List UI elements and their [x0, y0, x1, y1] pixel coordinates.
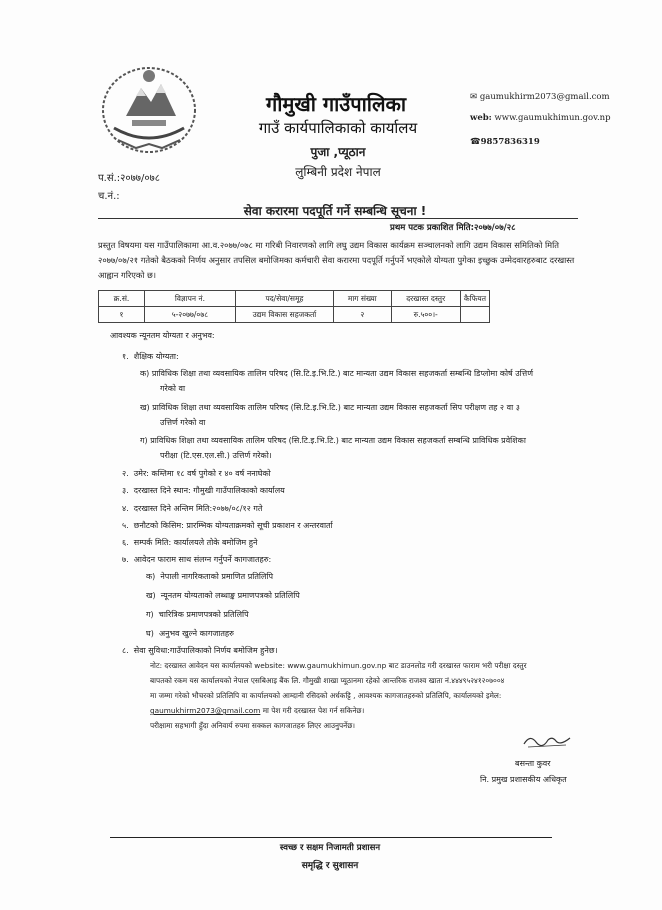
list-item: १. शैक्षिक योग्यता:: [122, 352, 179, 361]
signature-icon: [522, 732, 572, 750]
municipality-name: गौमुखी गाउँपालिका: [265, 92, 407, 116]
contact-phone: ☎9857836319: [470, 137, 540, 147]
list-item: ख) प्राविधिक शिक्षा तथा व्यवसायिक तालिम परिषद (सि.टि.इ.भि.टि.) बाट मान्यता उद्यम विकास सहजकर्ता सिप परीक्षण तह २ वा ३ उत्तिर्ण गरेको वा: [140, 403, 520, 427]
list-item: ग) प्राविधिक शिक्षा तथा व्यवसायिक तालिम परिषद (सि.टि.इ.भि.टि.) बाट मान्यता उद्यम विकास सहजकर्ता सम्बन्धि प्राविधिक प्रवेशिका परीक्षा (टि.एस.एल.सी.) उत्तिर्ण गरेको।: [140, 436, 526, 460]
table-header: माग संख्या: [334, 291, 391, 307]
list-item: ७. आवेदन फाराम साथ संलग्न गर्नुपर्ने कागजातहरु:: [122, 555, 272, 564]
signatory-name: बसन्ता कुवर: [515, 759, 551, 768]
table-cell: [460, 307, 489, 323]
requirements-heading: आवश्यक न्यूनतम योग्यता र अनुभव:: [110, 331, 215, 340]
office-address: पुजा ,प्यूठान: [310, 145, 366, 159]
divider: [98, 218, 578, 219]
table-cell: उद्यम विकास सहजकर्ता: [235, 307, 333, 323]
vacancy-table: [98, 290, 490, 323]
table-header: क्र.सं.: [99, 291, 145, 307]
phone-icon: ☎: [470, 137, 481, 147]
table-cell: रु.५००।-: [391, 307, 460, 323]
mail-icon: ✉: [470, 92, 480, 102]
footer-slogan-1: स्वच्छ र सक्षम निजामती प्रशासन: [279, 843, 381, 853]
dispatch-number: च.नं.:: [98, 191, 120, 202]
intro-paragraph: प्रस्तुत विषयमा यस गाउँपालिकामा आ.व.२०७७/०७८ मा गरिबी निवारणको लागि लघु उद्यम विकास कार्यक्रम सञ्चालनको लागि उद्यम विकास समितिको मिति २०७७/०७/२१ गतेको बैठकको निर्णय अनुसार तपसिल बमोजिमका कर्मचारी सेवा करारमा पदपूर्ति गर्नुपर्ने भएकोले योग्यता पुगेका इच्छुक उम्मेदवारहरुबाट दरखास्त आह्वान गरिएको छ।: [98, 240, 575, 280]
table-header: पद/सेवा/समूह: [235, 291, 333, 307]
note-paragraph: नोट: दरखास्त आवेदन यस कार्यालयको website: www.gaumukhimun.gov.np बाट डाउनलोड गरी दरखास्त फाराम भरी परीक्षा दस्तुर बापतको रकम यस कार्यालयको नेपाल एसबिआइ बैंक लि. गौमुखी शाखा प्यूठानमा रहेको आन्तरिक राजश्व खाता नं.४४४९५२४१२०७००४ मा जम्मा गरेको भौचरको प्रतिलिपि वा कार्यालयको आम्दानी रसिदको अर्धकट्टि , आवश्यक कागजातहरुको प्रतिलिपि, कार्यालयको इमेल: gaumukhirm2073@gmail.com मा पेश गरी दरखास्त पेश गर्न सकिनेछ। परीक्षामा सहभागी हुँदा अनिवार्य रुपमा सक्कल कागजातहरु लिएर आउनुपर्नेछ।: [150, 661, 527, 730]
table-header-row: [99, 291, 490, 307]
footer-slogan-2: समृद्धि र सुशासन: [301, 861, 359, 871]
list-item: ख) न्यूनतम योग्यताको लब्धाङ्क प्रमाणपत्रको प्रतिलिपि: [146, 591, 300, 600]
reference-number: प.सं.:२०७७/०७८: [98, 173, 160, 184]
table-header: कैफियत: [460, 291, 489, 307]
nepal-emblem-icon: [96, 58, 202, 158]
signatory-title: नि. प्रमुख प्रशासकीय अधिकृत: [480, 775, 567, 784]
list-item: ग) चारित्रिक प्रमाणपत्रको प्रतिलिपि: [146, 610, 249, 619]
province-name: लुम्बिनी प्रदेश नेपाल: [295, 165, 381, 179]
table-cell: ५-२०७७/०७८: [144, 307, 235, 323]
list-item: ५. छनौटको किसिम: प्रारम्भिक योग्यताक्रमको सूची प्रकाशन र अन्तरवार्ता: [122, 521, 333, 530]
published-date: प्रथम पटक प्रकाशित मिति:२०७७/०७/२८: [390, 223, 516, 233]
list-item: ८. सेवा सुविधा:गाउँपालिकाको निर्णय बमोजिम हुनेछ।: [122, 646, 278, 655]
contact-web[interactable]: web: www.gaumukhimun.gov.np: [470, 113, 611, 123]
contact-email[interactable]: ✉ gaumukhirm2073@gmail.com: [470, 92, 610, 102]
list-item: ४. दरखास्त दिने अन्तिम मिति:२०७७/०८/१२ गते: [122, 504, 263, 513]
table-header: विज्ञापन नं.: [144, 291, 235, 307]
list-item: ३. दरखास्त दिने स्थान: गौमुखी गाउँपालिकाको कार्यालय: [122, 486, 285, 495]
list-item: क) नेपाली नागरिकताको प्रमाणित प्रतिलिपि: [146, 572, 274, 581]
table-cell: १: [99, 307, 145, 323]
office-name: गाउँ कार्यपालिकाको कार्यालय: [258, 119, 418, 137]
note-email-link[interactable]: gaumukhirm2073@gmail.com: [150, 706, 261, 715]
table-cell: २: [334, 307, 391, 323]
list-item: २. उमेर: कम्तिमा १८ वर्ष पुगेको र ४० वर्ष ननाघेको: [122, 469, 271, 478]
notice-title: सेवा करारमा पदपूर्ति गर्ने सम्बन्धि सूचना !: [243, 204, 427, 218]
list-item: घ) अनुभव खुल्ने कागजातहरु: [146, 629, 234, 638]
list-item: क) प्राविधिक शिक्षा तथा व्यवसायिक तालिम परिषद (सि.टि.इ.भि.टि.) बाट मान्यता उद्यम विकास सहजकर्ता सम्बन्धि डिप्लोमा कोर्ष उत्तिर्ण गरेको वा: [140, 369, 533, 393]
list-item: ६. सम्पर्क मिति: कार्यालयले तोके बमोजिम हुने: [122, 538, 258, 547]
table-header: दरखास्त दस्तुर: [391, 291, 460, 307]
footer-divider: [110, 837, 552, 838]
table-row: [99, 307, 490, 323]
